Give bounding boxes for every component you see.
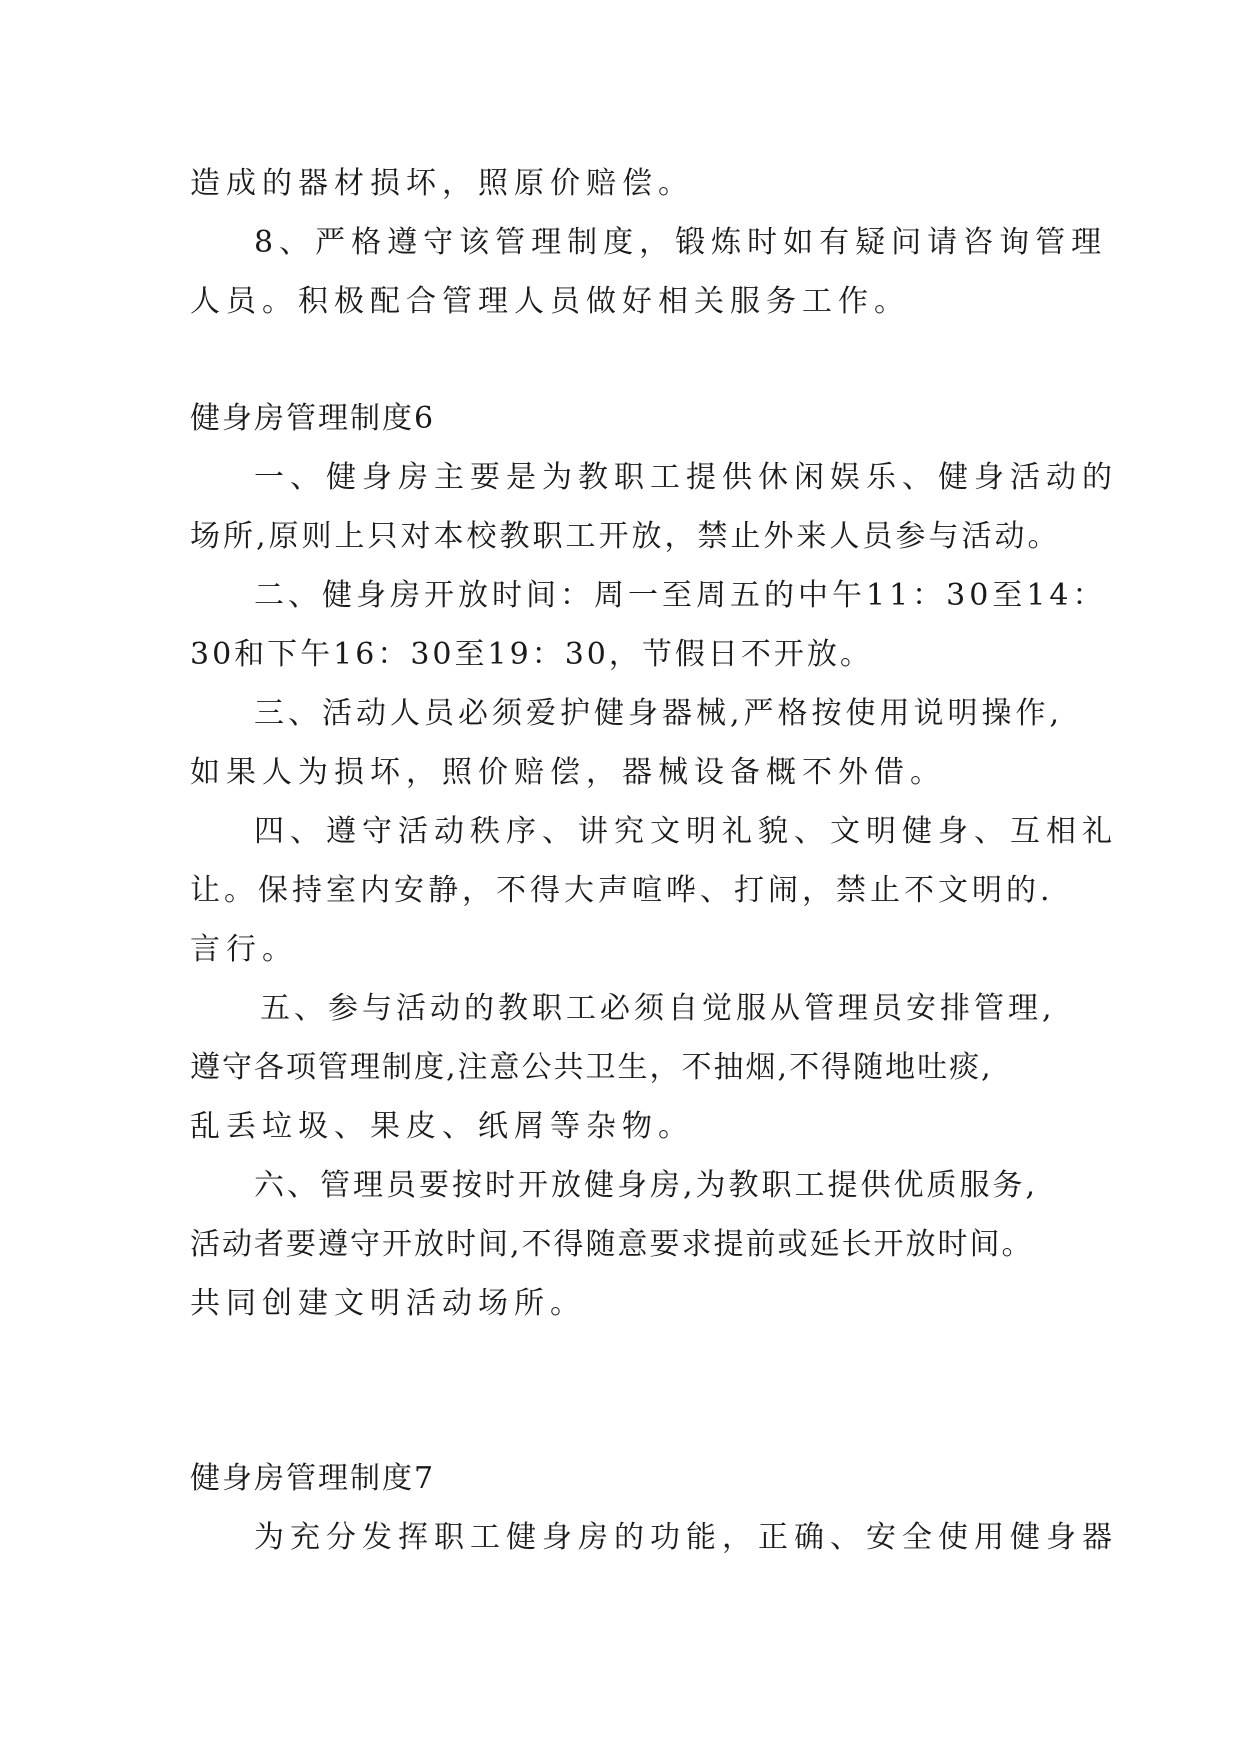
body-text-line: 8、严格遵守该管理制度，锻炼时如有疑问请咨询管理 bbox=[254, 225, 1108, 260]
body-text-line: 四、遵守活动秩序、讲究文明礼貌、文明健身、互相礼 bbox=[254, 814, 1118, 849]
body-text-line: 二、健身房开放时间：周一至周五的中午11：30至14： bbox=[254, 578, 1107, 613]
body-text-line: 五、参与活动的教职工必须自觉服从管理员安排管理, bbox=[260, 991, 1056, 1026]
body-text-line: 遵守各项管理制度,注意公共卫生，不抽烟,不得随地吐痰, bbox=[190, 1050, 993, 1085]
body-text-line: 三、活动人员必须爱护健身器械,严格按使用说明操作, bbox=[254, 696, 1064, 731]
body-text-line: 活动者要遵守开放时间,不得随意要求提前或延长开放时间。 bbox=[190, 1227, 1034, 1262]
body-text-line: 30和下午16：30至19：30，节假日不开放。 bbox=[190, 637, 873, 672]
section-heading: 健身房管理制度7 bbox=[190, 1461, 436, 1496]
body-text-line: 共同创建文明活动场所。 bbox=[190, 1286, 586, 1321]
body-text-line: 场所,原则上只对本校教职工开放，禁止外来人员参与活动。 bbox=[190, 519, 1061, 554]
body-text-line: 造成的器材损坏，照原价赔偿。 bbox=[190, 166, 694, 201]
body-text-line: 六、管理员要按时开放健身房,为教职工提供优质服务, bbox=[254, 1168, 1039, 1203]
body-text-line: 人员。积极配合管理人员做好相关服务工作。 bbox=[190, 284, 910, 319]
section-heading: 健身房管理制度6 bbox=[190, 401, 436, 436]
body-text-line: 言行。 bbox=[190, 932, 298, 967]
body-text-line: 乱丢垃圾、果皮、纸屑等杂物。 bbox=[190, 1109, 694, 1144]
body-text-line: 为充分发挥职工健身房的功能，正确、安全使用健身器 bbox=[254, 1520, 1118, 1555]
body-text-line: 如果人为损坏，照价赔偿，器械设备概不外借。 bbox=[190, 755, 946, 790]
body-text-line: 让。保持室内安静，不得大声喧哗、打闹，禁止不文明的. bbox=[190, 873, 1054, 908]
body-text-line: 一、健身房主要是为教职工提供休闲娱乐、健身活动的 bbox=[254, 460, 1118, 495]
